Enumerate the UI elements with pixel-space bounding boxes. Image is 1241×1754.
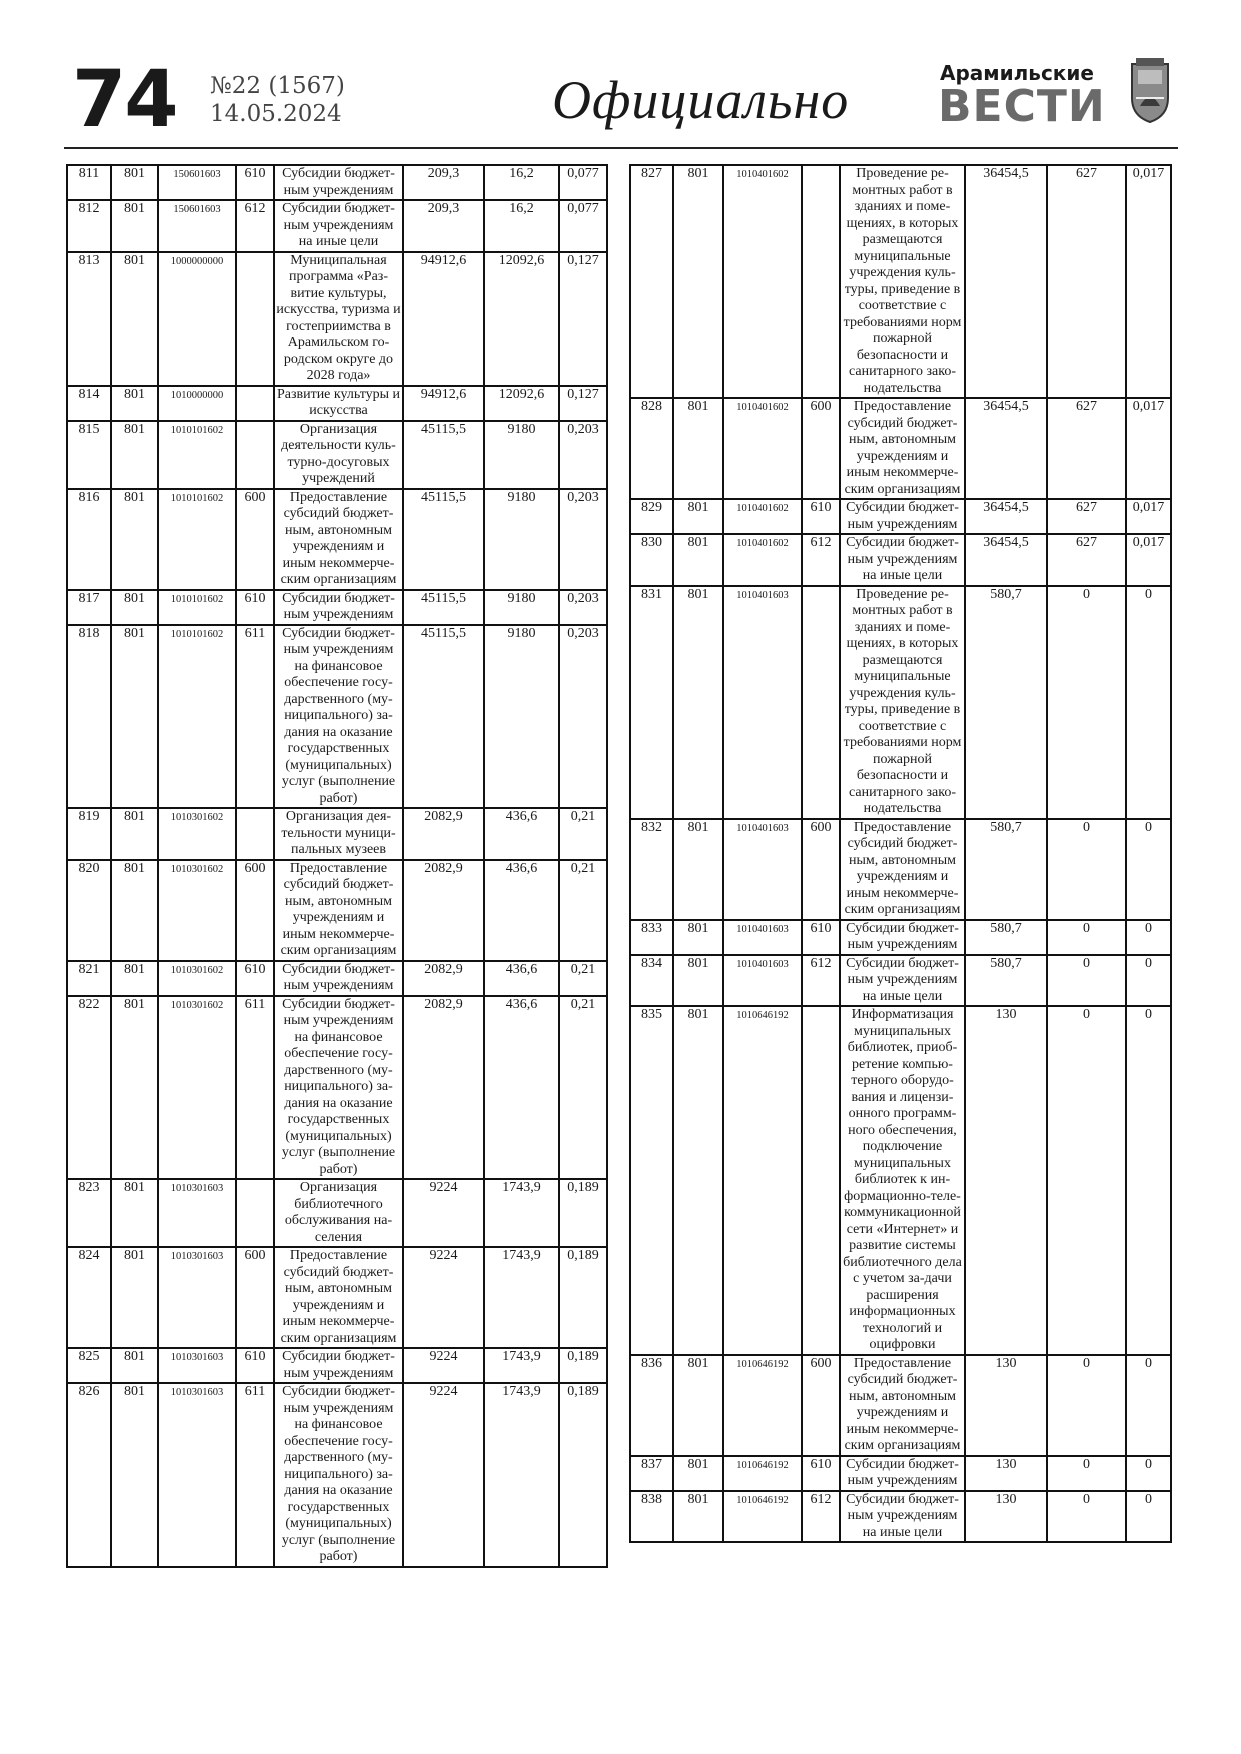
table-row — [67, 1348, 607, 1383]
executed-amount: 1743,9 — [484, 1179, 559, 1247]
page-number: 74 — [72, 55, 177, 145]
section-code: 801 — [111, 200, 158, 252]
section-code: 801 — [111, 165, 158, 200]
expense-type: 600 — [802, 819, 840, 920]
plan-amount: 94912,6 — [403, 252, 484, 386]
description: Субсидии бюджет-ным учреждениям — [274, 590, 403, 625]
budget-table-right — [629, 164, 1172, 1543]
table-row — [630, 955, 1171, 1007]
row-number: 832 — [630, 819, 673, 920]
description: Предоставление субсидий бюджет-ным, автономным учреждениям и иным некоммерче-ским организациям — [274, 489, 403, 590]
expense-type — [236, 1179, 274, 1247]
expense-type — [802, 1006, 840, 1355]
expense-type — [236, 808, 274, 860]
target-code: 1010401602 — [723, 398, 802, 499]
plan-amount: 9224 — [403, 1179, 484, 1247]
executed-amount: 0 — [1047, 819, 1126, 920]
plan-amount: 2082,9 — [403, 996, 484, 1180]
expense-type: 600 — [236, 860, 274, 961]
section-title: Официально — [552, 70, 850, 130]
execution-share: 0,21 — [559, 961, 607, 996]
execution-share: 0 — [1126, 1355, 1171, 1456]
plan-amount: 9224 — [403, 1348, 484, 1383]
plan-amount: 209,3 — [403, 200, 484, 252]
executed-amount: 627 — [1047, 398, 1126, 499]
description: Субсидии бюджет-ным учреждениям — [840, 499, 965, 534]
plan-amount: 36454,5 — [965, 499, 1047, 534]
expense-type: 600 — [236, 489, 274, 590]
row-number: 821 — [67, 961, 111, 996]
expense-type — [802, 586, 840, 819]
execution-share: 0,203 — [559, 421, 607, 489]
row-number: 820 — [67, 860, 111, 961]
target-code: 1010101602 — [158, 489, 236, 590]
table-row — [67, 489, 607, 590]
execution-share: 0,21 — [559, 860, 607, 961]
section-code: 801 — [111, 1179, 158, 1247]
row-number: 826 — [67, 1383, 111, 1567]
section-code: 801 — [111, 996, 158, 1180]
section-code: 801 — [111, 1348, 158, 1383]
execution-share: 0,017 — [1126, 499, 1171, 534]
execution-share: 0 — [1126, 1491, 1171, 1543]
section-code: 801 — [673, 499, 723, 534]
plan-amount: 580,7 — [965, 955, 1047, 1007]
section-code: 801 — [673, 920, 723, 955]
issue-info — [210, 72, 345, 128]
section-code: 801 — [111, 808, 158, 860]
target-code: 1010101602 — [158, 625, 236, 809]
execution-share: 0,203 — [559, 590, 607, 625]
description: Предоставление субсидий бюджет-ным, автономным учреждениям и иным некоммерче-ским организациям — [274, 860, 403, 961]
executed-amount: 0 — [1047, 1006, 1126, 1355]
expense-type: 610 — [236, 590, 274, 625]
table-row — [67, 860, 607, 961]
row-number: 829 — [630, 499, 673, 534]
execution-share: 0 — [1126, 819, 1171, 920]
target-code: 1010301603 — [158, 1179, 236, 1247]
target-code: 1010646192 — [723, 1355, 802, 1456]
row-number: 811 — [67, 165, 111, 200]
row-number: 816 — [67, 489, 111, 590]
table-row — [67, 961, 607, 996]
description: Субсидии бюджет-ным учреждениям — [840, 920, 965, 955]
section-code: 801 — [673, 534, 723, 586]
target-code: 1010401602 — [723, 534, 802, 586]
plan-amount: 36454,5 — [965, 398, 1047, 499]
description: Субсидии бюджет-ным учреждениям — [840, 1456, 965, 1491]
target-code: 1010401602 — [723, 499, 802, 534]
expense-type: 611 — [236, 996, 274, 1180]
logo-main-text: ВЕСТИ — [938, 81, 1106, 132]
table-row — [630, 1006, 1171, 1355]
row-number: 823 — [67, 1179, 111, 1247]
description: Организация библиотечного обслуживания на-селения — [274, 1179, 403, 1247]
row-number: 815 — [67, 421, 111, 489]
table-row — [630, 819, 1171, 920]
section-code: 801 — [111, 590, 158, 625]
target-code: 1010301603 — [158, 1348, 236, 1383]
execution-share: 0,017 — [1126, 398, 1171, 499]
description: Муниципальная программа «Раз-витие культуры, искусства, туризма и гостеприимства в Арамильском го-родском округе до 2028 года» — [274, 252, 403, 386]
row-number: 814 — [67, 386, 111, 421]
execution-share: 0 — [1126, 1006, 1171, 1355]
table-row — [67, 808, 607, 860]
section-code: 801 — [673, 586, 723, 819]
description: Субсидии бюджет-ным учреждениям — [274, 1348, 403, 1383]
execution-share: 0,203 — [559, 489, 607, 590]
row-number: 837 — [630, 1456, 673, 1491]
description: Предоставление субсидий бюджет-ным, автономным учреждениям и иным некоммерче-ским организациям — [840, 819, 965, 920]
description: Субсидии бюджет-ным учреждениям — [274, 961, 403, 996]
target-code: 1010646192 — [723, 1491, 802, 1543]
executed-amount: 9180 — [484, 625, 559, 809]
target-code: 1010301602 — [158, 961, 236, 996]
target-code: 1000000000 — [158, 252, 236, 386]
executed-amount: 9180 — [484, 421, 559, 489]
section-code: 801 — [111, 1383, 158, 1567]
executed-amount: 1743,9 — [484, 1348, 559, 1383]
executed-amount: 436,6 — [484, 961, 559, 996]
description: Организация деятельности куль-турно-досуговых учреждений — [274, 421, 403, 489]
plan-amount: 580,7 — [965, 819, 1047, 920]
executed-amount: 1743,9 — [484, 1383, 559, 1567]
execution-share: 0,189 — [559, 1383, 607, 1567]
expense-type: 612 — [802, 955, 840, 1007]
expense-type: 600 — [802, 398, 840, 499]
target-code: 1010301602 — [158, 860, 236, 961]
plan-amount: 130 — [965, 1456, 1047, 1491]
table-row — [630, 1355, 1171, 1456]
target-code: 1010646192 — [723, 1006, 802, 1355]
plan-amount: 130 — [965, 1491, 1047, 1543]
execution-share: 0,127 — [559, 252, 607, 386]
expense-type: 610 — [802, 920, 840, 955]
budget-table-left — [66, 164, 608, 1568]
description: Субсидии бюджет-ным учреждениям на финансовое обеспечение госу-дарственного (му-ниципального) за-дания на оказание государственных (муниципальных) услуг (выполнение работ) — [274, 1383, 403, 1567]
executed-amount: 9180 — [484, 489, 559, 590]
row-number: 838 — [630, 1491, 673, 1543]
row-number: 835 — [630, 1006, 673, 1355]
description: Проведение ре-монтных работ в зданиях и поме-щениях, в которых размещаются муниципальные учреждения куль-туры, приведение в соответствие с требованиями норм пожарной безопасности и санитарного зако-нодательства — [840, 165, 965, 398]
description: Предоставление субсидий бюджет-ным, автономным учреждениям и иным некоммерче-ским организациям — [840, 398, 965, 499]
description: Организация дея-тельности муници-пальных музеев — [274, 808, 403, 860]
section-code: 801 — [673, 165, 723, 398]
description: Субсидии бюджет-ным учреждениям — [274, 165, 403, 200]
plan-amount: 9224 — [403, 1247, 484, 1348]
description: Проведение ре-монтных работ в зданиях и поме-щениях, в которых размещаются муниципальные учреждения куль-туры, приведение в соответствие с требованиями норм пожарной безопасности и санитарного зако-нодательства — [840, 586, 965, 819]
executed-amount: 12092,6 — [484, 386, 559, 421]
coat-of-arms-icon — [1126, 58, 1174, 124]
executed-amount: 0 — [1047, 1456, 1126, 1491]
execution-share: 0 — [1126, 920, 1171, 955]
description: Субсидии бюджет-ным учреждениям на иные цели — [840, 534, 965, 586]
row-number: 813 — [67, 252, 111, 386]
table-row — [67, 625, 607, 809]
execution-share: 0,077 — [559, 200, 607, 252]
description: Субсидии бюджет-ным учреждениям на иные цели — [274, 200, 403, 252]
table-row — [67, 386, 607, 421]
section-code: 801 — [673, 398, 723, 499]
execution-share: 0,017 — [1126, 165, 1171, 398]
table-row — [67, 590, 607, 625]
target-code: 1010301603 — [158, 1383, 236, 1567]
expense-type: 612 — [802, 534, 840, 586]
execution-share: 0,189 — [559, 1179, 607, 1247]
executed-amount: 436,6 — [484, 808, 559, 860]
expense-type: 610 — [236, 1348, 274, 1383]
plan-amount: 45115,5 — [403, 625, 484, 809]
description: Предоставление субсидий бюджет-ным, автономным учреждениям и иным некоммерче-ским организациям — [274, 1247, 403, 1348]
plan-amount: 94912,6 — [403, 386, 484, 421]
expense-type: 610 — [802, 499, 840, 534]
table-row — [630, 165, 1171, 398]
section-code: 801 — [673, 1491, 723, 1543]
executed-amount: 627 — [1047, 165, 1126, 398]
expense-type: 610 — [236, 961, 274, 996]
table-row — [630, 398, 1171, 499]
expense-type: 600 — [236, 1247, 274, 1348]
description: Информатизация муниципальных библиотек, приоб-ретение компью-терного оборудо-вания и лицензи-онного программ-ного обеспечения, подключение муниципальных библиотек к ин-формационно-теле-коммуникационной сети «Интернет» и развитие системы библиотечного дела с учетом за-дачи расширения информационных технологий и оцифровки — [840, 1006, 965, 1355]
plan-amount: 580,7 — [965, 586, 1047, 819]
row-number: 818 — [67, 625, 111, 809]
section-code: 801 — [111, 252, 158, 386]
target-code: 150601603 — [158, 165, 236, 200]
table-row — [630, 586, 1171, 819]
plan-amount: 2082,9 — [403, 961, 484, 996]
plan-amount: 9224 — [403, 1383, 484, 1567]
plan-amount: 130 — [965, 1006, 1047, 1355]
target-code: 1010101602 — [158, 421, 236, 489]
plan-amount: 45115,5 — [403, 421, 484, 489]
execution-share: 0,21 — [559, 808, 607, 860]
row-number: 819 — [67, 808, 111, 860]
expense-type: 611 — [236, 1383, 274, 1567]
row-number: 824 — [67, 1247, 111, 1348]
row-number: 828 — [630, 398, 673, 499]
table-row — [67, 1179, 607, 1247]
table-row — [67, 1247, 607, 1348]
target-code: 1010101602 — [158, 590, 236, 625]
table-row — [630, 1491, 1171, 1543]
executed-amount: 12092,6 — [484, 252, 559, 386]
row-number: 831 — [630, 586, 673, 819]
target-code: 1010646192 — [723, 1456, 802, 1491]
expense-type: 610 — [802, 1456, 840, 1491]
table-row — [67, 252, 607, 386]
plan-amount: 2082,9 — [403, 860, 484, 961]
expense-type: 610 — [236, 165, 274, 200]
executed-amount: 0 — [1047, 1491, 1126, 1543]
execution-share: 0,189 — [559, 1247, 607, 1348]
execution-share: 0,127 — [559, 386, 607, 421]
row-number: 822 — [67, 996, 111, 1180]
execution-share: 0,203 — [559, 625, 607, 809]
executed-amount: 16,2 — [484, 165, 559, 200]
logo-top-text: Арамильские — [940, 61, 1094, 85]
executed-amount: 436,6 — [484, 860, 559, 961]
executed-amount: 627 — [1047, 499, 1126, 534]
expense-type — [236, 386, 274, 421]
expense-type: 611 — [236, 625, 274, 809]
execution-share: 0,017 — [1126, 534, 1171, 586]
expense-type: 600 — [802, 1355, 840, 1456]
section-code: 801 — [673, 1006, 723, 1355]
row-number: 812 — [67, 200, 111, 252]
row-number: 817 — [67, 590, 111, 625]
row-number: 827 — [630, 165, 673, 398]
description: Субсидии бюджет-ным учреждениям на финансовое обеспечение госу-дарственного (му-ниципального) за-дания на оказание государственных (муниципальных) услуг (выполнение работ) — [274, 996, 403, 1180]
plan-amount: 209,3 — [403, 165, 484, 200]
section-code: 801 — [111, 421, 158, 489]
description: Развитие культуры и искусства — [274, 386, 403, 421]
target-code: 1010301602 — [158, 808, 236, 860]
executed-amount: 0 — [1047, 586, 1126, 819]
target-code: 1010401603 — [723, 955, 802, 1007]
executed-amount: 16,2 — [484, 200, 559, 252]
page-header — [64, 55, 1178, 150]
plan-amount: 45115,5 — [403, 489, 484, 590]
description: Предоставление субсидий бюджет-ным, автономным учреждениям и иным некоммерче-ским организациям — [840, 1355, 965, 1456]
plan-amount: 580,7 — [965, 920, 1047, 955]
section-code: 801 — [111, 386, 158, 421]
row-number: 825 — [67, 1348, 111, 1383]
executed-amount: 436,6 — [484, 996, 559, 1180]
execution-share: 0,21 — [559, 996, 607, 1180]
plan-amount: 36454,5 — [965, 165, 1047, 398]
table-row — [630, 1456, 1171, 1491]
expense-type — [236, 421, 274, 489]
executed-amount: 0 — [1047, 955, 1126, 1007]
issue-number: №22 (1567) — [210, 73, 345, 99]
execution-share: 0 — [1126, 955, 1171, 1007]
executed-amount: 9180 — [484, 590, 559, 625]
target-code: 1010401603 — [723, 920, 802, 955]
plan-amount: 130 — [965, 1355, 1047, 1456]
section-code: 801 — [673, 1456, 723, 1491]
table-row — [630, 499, 1171, 534]
expense-type: 612 — [802, 1491, 840, 1543]
expense-type: 612 — [236, 200, 274, 252]
plan-amount: 36454,5 — [965, 534, 1047, 586]
row-number: 833 — [630, 920, 673, 955]
executed-amount: 1743,9 — [484, 1247, 559, 1348]
expense-type — [802, 165, 840, 398]
target-code: 1010301603 — [158, 1247, 236, 1348]
execution-share: 0,077 — [559, 165, 607, 200]
header-rule — [64, 147, 1178, 149]
row-number: 836 — [630, 1355, 673, 1456]
plan-amount: 45115,5 — [403, 590, 484, 625]
executed-amount: 0 — [1047, 920, 1126, 955]
target-code: 1010000000 — [158, 386, 236, 421]
section-code: 801 — [111, 1247, 158, 1348]
target-code: 1010301602 — [158, 996, 236, 1180]
table-row — [630, 534, 1171, 586]
section-code: 801 — [111, 860, 158, 961]
target-code: 1010401603 — [723, 819, 802, 920]
target-code: 150601603 — [158, 200, 236, 252]
execution-share: 0 — [1126, 586, 1171, 819]
section-code: 801 — [673, 1355, 723, 1456]
section-code: 801 — [111, 625, 158, 809]
plan-amount: 2082,9 — [403, 808, 484, 860]
row-number: 834 — [630, 955, 673, 1007]
target-code: 1010401602 — [723, 165, 802, 398]
table-row — [67, 996, 607, 1180]
table-row — [630, 920, 1171, 955]
table-row — [67, 165, 607, 200]
description: Субсидии бюджет-ным учреждениям на иные цели — [840, 1491, 965, 1543]
section-code: 801 — [111, 489, 158, 590]
section-code: 801 — [673, 819, 723, 920]
description: Субсидии бюджет-ным учреждениям на финансовое обеспечение госу-дарственного (му-ниципального) за-дания на оказание государственных (муниципальных) услуг (выполнение работ) — [274, 625, 403, 809]
execution-share: 0,189 — [559, 1348, 607, 1383]
executed-amount: 627 — [1047, 534, 1126, 586]
executed-amount: 0 — [1047, 1355, 1126, 1456]
issue-date: 14.05.2024 — [210, 101, 342, 127]
execution-share: 0 — [1126, 1456, 1171, 1491]
table-row — [67, 1383, 607, 1567]
table-row — [67, 200, 607, 252]
section-code: 801 — [673, 955, 723, 1007]
expense-type — [236, 252, 274, 386]
target-code: 1010401603 — [723, 586, 802, 819]
section-code: 801 — [111, 961, 158, 996]
description: Субсидии бюджет-ным учреждениям на иные цели — [840, 955, 965, 1007]
table-row — [67, 421, 607, 489]
row-number: 830 — [630, 534, 673, 586]
